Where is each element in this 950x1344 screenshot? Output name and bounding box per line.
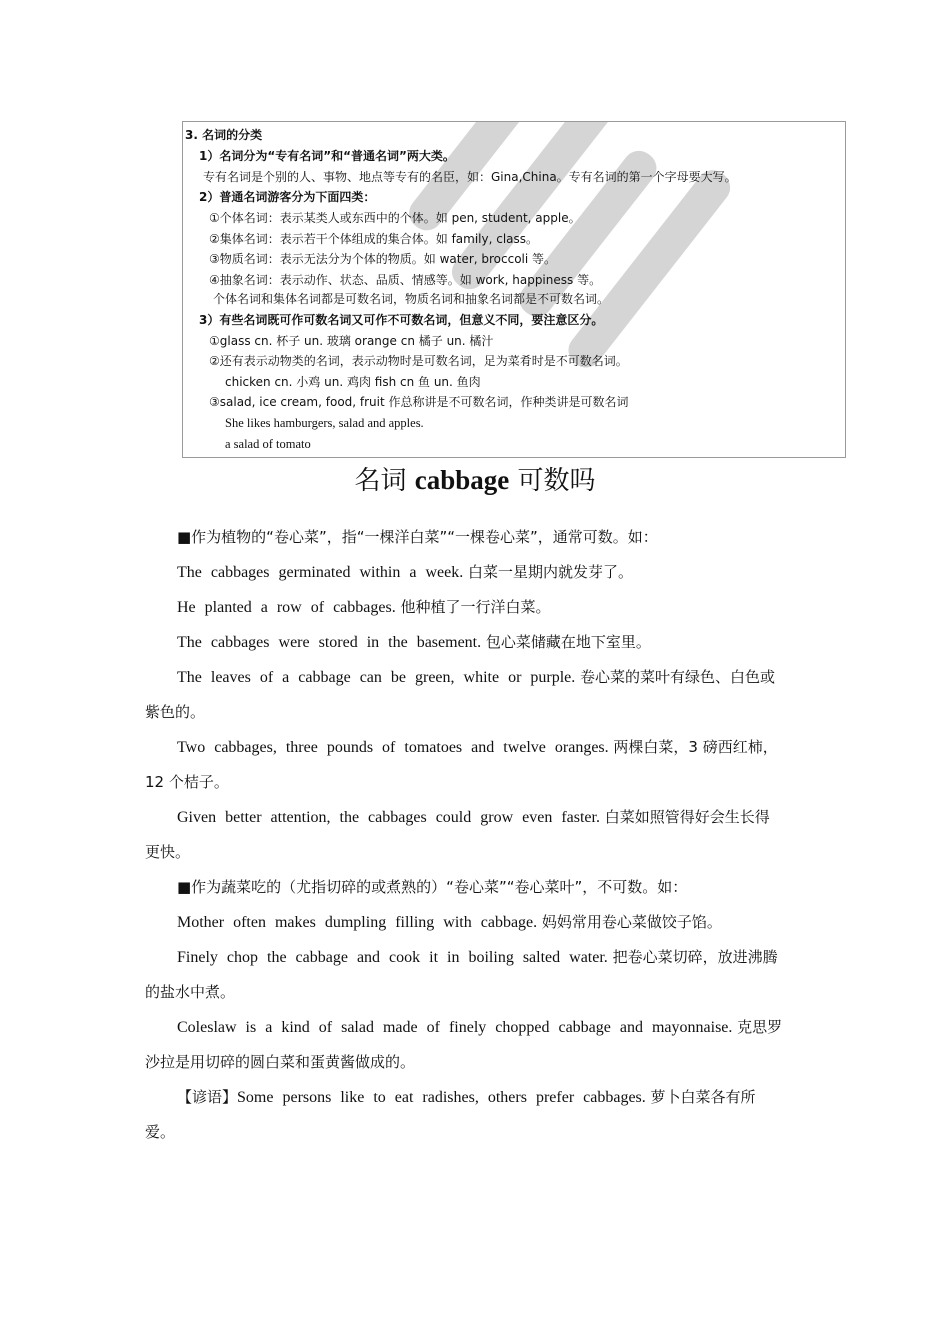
note-line-8: ④抽象名词：表示动作、状态、品质、情感等。如 work, happiness 等。 xyxy=(209,273,602,287)
proverb-sentence: 【谚语】Some persons like to eat radishes, others prefer cabbages. 萝卜白菜各有所 xyxy=(177,1088,756,1106)
note-line-1: 3. 名词的分类 xyxy=(185,128,263,142)
note-line-4: 2）普通名词游客分为下面四类： xyxy=(199,190,376,204)
note-line-2: 1）名词分为“专有名词”和“普通名词”两大类。 xyxy=(199,149,455,163)
note-line-14: ③salad, ice cream, food, fruit 作总称讲是不可数名词，作种类讲是可数名词 xyxy=(209,395,629,409)
example-sentence: Coleslaw is a kind of salad made of finely chopped cabbage and mayonnaise. 克思罗 xyxy=(177,1018,783,1036)
example-sentence: The leaves of a cabbage can be green, white or purple. 卷心菜的菜叶有绿色、白色或 xyxy=(177,668,776,686)
note-line-3: 专有名词是个别的人、事物、地点等专有的名臣，如：Gina,China。专有名词的第一个字母要大写。 xyxy=(203,170,737,184)
example-sentence: Finely chop the cabbage and cook it in boiling salted water. 把卷心菜切碎，放进沸腾 xyxy=(177,948,778,966)
note-line-12: ②还有表示动物类的名词，表示动物时是可数名词，足为菜肴时是不可数名词。 xyxy=(209,354,628,368)
page-title: 名词 cabbage 可数吗 xyxy=(354,465,596,496)
note-line-5: ①个体名词：表示某类人或东西中的个体。如 pen, student, apple。 xyxy=(209,211,581,225)
paragraph-countable-intro: ■作为植物的“卷心菜”，指“一棵洋白菜”“一棵卷心菜”，通常可数。如： xyxy=(177,528,658,546)
note-line-11: ①glass cn. 杯子 un. 玻璃 orange cn 橘子 un. 橘汁 xyxy=(209,334,494,348)
note-line-15: She likes hamburgers, salad and apples. xyxy=(225,416,424,430)
example-sentence: He planted a row of cabbages. 他种植了一行洋白菜。 xyxy=(177,598,551,616)
note-line-9: 个体名词和集体名词都是可数名词，物质名词和抽象名词都是不可数名词。 xyxy=(213,292,610,306)
example-sentence: Given better attention, the cabbages could grow even faster. 白菜如照管得好会生长得 xyxy=(177,808,770,826)
example-sentence: Two cabbages, three pounds of tomatoes and twelve oranges. 两棵白菜，3 磅西红柿， xyxy=(177,738,778,756)
example-continuation: 爱。 xyxy=(145,1123,176,1141)
example-continuation: 沙拉是用切碎的圆白菜和蛋黄酱做成的。 xyxy=(145,1053,416,1071)
note-line-7: ③物质名词：表示无法分为个体的物质。如 water, broccoli 等。 xyxy=(209,252,557,266)
example-sentence: Mother often makes dumpling filling with cabbage. 妈妈常用卷心菜做饺子馅。 xyxy=(177,913,722,931)
note-line-6: ②集体名词：表示若干个体组成的集合体。如 family, class。 xyxy=(209,232,539,246)
note-line-10: 3）有些名词既可作可数名词又可作不可数名词，但意义不同，要注意区分。 xyxy=(199,313,604,327)
example-continuation: 12 个桔子。 xyxy=(145,773,229,791)
paragraph-uncountable-intro: ■作为蔬菜吃的（尤指切碎的或煮熟的）“卷心菜”“卷心菜叶”，不可数。如： xyxy=(177,878,688,896)
example-continuation: 更快。 xyxy=(145,843,191,861)
note-line-16: a salad of tomato xyxy=(225,437,311,451)
grammar-note-image xyxy=(182,121,846,458)
example-sentence: The cabbages were stored in the basement. 包心菜储藏在地下室里。 xyxy=(177,633,651,651)
example-continuation: 的盐水中煮。 xyxy=(145,983,236,1001)
example-continuation: 紫色的。 xyxy=(145,703,206,721)
example-sentence: The cabbages germinated within a week. 白菜一星期内就发芽了。 xyxy=(177,563,634,581)
note-line-13: chicken cn. 小鸡 un. 鸡肉 fish cn 鱼 un. 鱼肉 xyxy=(225,375,481,389)
